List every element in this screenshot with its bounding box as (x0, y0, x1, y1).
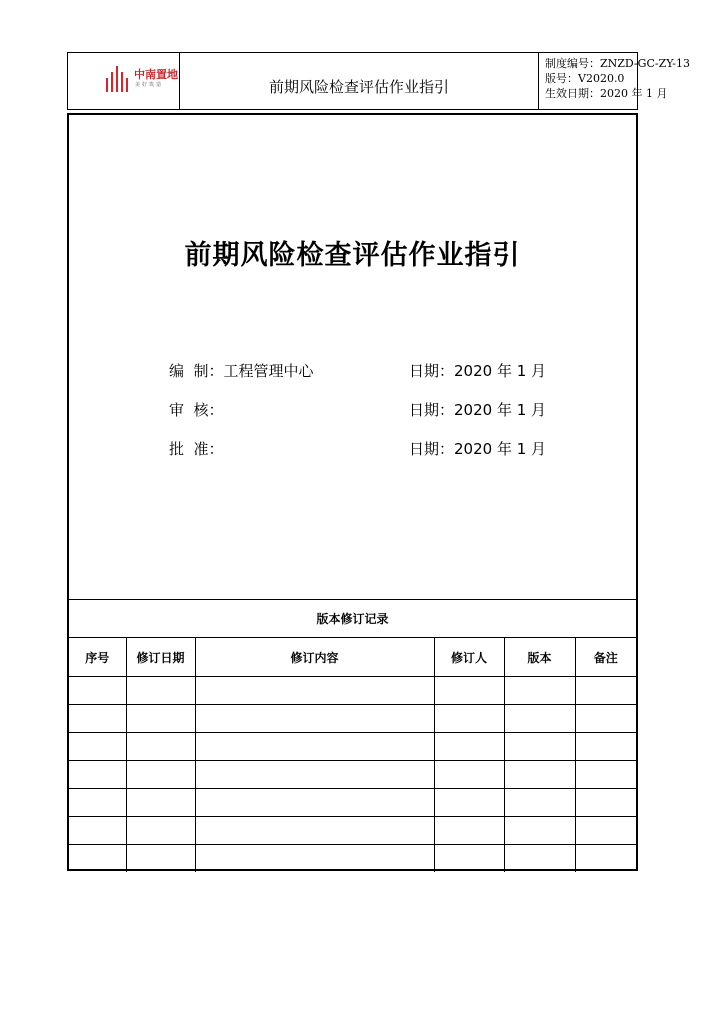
logo-bars-icon (106, 66, 130, 92)
signoff-reviewed-date: 日期：2020 年 1 月 (409, 401, 547, 419)
table-cell (504, 789, 575, 817)
table-row (69, 761, 636, 789)
header-meta (539, 53, 690, 109)
table-cell (434, 845, 504, 873)
document-header (67, 52, 690, 110)
table-cell (434, 817, 504, 845)
signoff-label: 审 核： (169, 401, 224, 419)
signoff-approved (169, 438, 224, 459)
table-cell (195, 845, 434, 873)
table-cell (69, 845, 126, 873)
column-header: 序号 (69, 638, 126, 677)
table-cell (575, 705, 636, 733)
table-cell (195, 761, 434, 789)
table-cell (69, 817, 126, 845)
column-header: 修订日期 (126, 638, 195, 677)
table-cell (504, 705, 575, 733)
table-cell (434, 733, 504, 761)
column-header: 修订人 (434, 638, 504, 677)
table-cell (575, 789, 636, 817)
table-cell (575, 761, 636, 789)
revision-table-caption-row (69, 600, 636, 638)
table-cell (126, 845, 195, 873)
table-cell (195, 789, 434, 817)
table-cell (504, 761, 575, 789)
table-row (69, 733, 636, 761)
table-row (69, 789, 636, 817)
table-row (69, 845, 636, 873)
table-row (69, 677, 636, 705)
table-cell (434, 705, 504, 733)
table-cell (126, 817, 195, 845)
cover-frame (67, 113, 638, 871)
revision-table-caption: 版本修订记录 (69, 600, 636, 638)
doc-code: 制度编号：ZNZD-GC-ZY-13 (545, 57, 690, 70)
signoff-reviewed (169, 399, 224, 420)
signoff-value: 工程管理中心 (223, 362, 314, 380)
table-cell (69, 677, 126, 705)
revision-table (69, 599, 636, 872)
table-row (69, 817, 636, 845)
revision-table-header (69, 638, 636, 677)
table-cell (195, 733, 434, 761)
signoff-label: 编 制： (169, 362, 224, 380)
table-cell (69, 761, 126, 789)
table-cell (126, 677, 195, 705)
table-cell (195, 817, 434, 845)
table-cell (195, 677, 434, 705)
column-header: 版本 (504, 638, 575, 677)
table-cell (69, 733, 126, 761)
table-cell (504, 817, 575, 845)
document-title: 前期风险检查评估作业指引 (184, 240, 521, 271)
table-cell (126, 733, 195, 761)
doc-version: 版号：V2020.0 (545, 72, 625, 85)
effective-date: 生效日期：2020 年 1 月 (545, 87, 668, 100)
table-cell (575, 677, 636, 705)
signoff-label: 批 准： (169, 440, 224, 458)
table-cell (434, 789, 504, 817)
logo-slogan: 美好筑造 (135, 82, 164, 88)
column-header: 修订内容 (195, 638, 434, 677)
table-cell (126, 789, 195, 817)
table-cell (504, 845, 575, 873)
logo-company-name: 中南置地 (134, 68, 178, 81)
table-cell (126, 761, 195, 789)
column-header: 备注 (575, 638, 636, 677)
signoff-prepared (169, 360, 314, 381)
table-cell (575, 845, 636, 873)
table-cell (504, 733, 575, 761)
table-cell (575, 733, 636, 761)
signoff-approved-date: 日期：2020 年 1 月 (409, 440, 547, 458)
table-cell (575, 817, 636, 845)
table-cell (126, 705, 195, 733)
table-cell (434, 677, 504, 705)
table-cell (434, 761, 504, 789)
table-cell (69, 705, 126, 733)
logo-cell (68, 53, 180, 109)
table-cell (504, 677, 575, 705)
header-title: 前期风险检查评估作业指引 (180, 53, 539, 109)
table-cell (195, 705, 434, 733)
table-row (69, 705, 636, 733)
signoff-prepared-date: 日期：2020 年 1 月 (409, 362, 547, 380)
table-cell (69, 789, 126, 817)
